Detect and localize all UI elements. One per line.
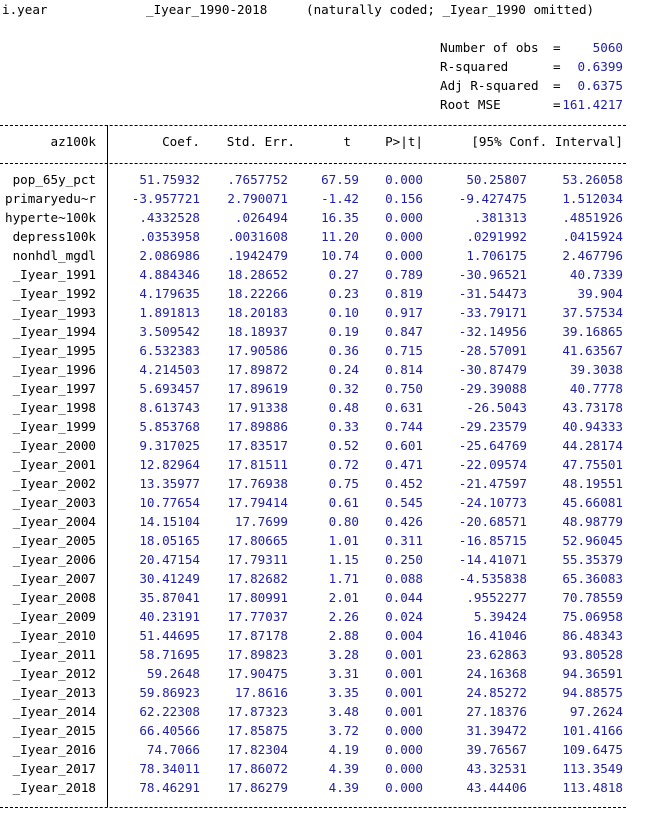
cell-coef: .0353958 [139, 229, 200, 244]
xi-prefix: i.year [2, 2, 48, 17]
row-varname: _Iyear_1992 [12, 286, 96, 301]
row-varname: _Iyear_2014 [12, 704, 96, 719]
cell-t: 0.10 [328, 305, 359, 320]
cell-p: 0.000 [385, 210, 423, 225]
cell-p: 0.156 [385, 191, 423, 206]
cell-p: 0.004 [385, 628, 423, 643]
cell-ci-low: .381313 [473, 210, 527, 225]
cell-stderr: 17.89823 [227, 647, 288, 662]
stat-value: 0.6399 [577, 59, 623, 74]
cell-p: 0.750 [385, 381, 423, 396]
cell-stderr: 17.87178 [227, 628, 288, 643]
cell-coef: 1.891813 [139, 305, 200, 320]
cell-coef: 13.35977 [139, 476, 200, 491]
cell-t: 0.36 [328, 343, 359, 358]
cell-p: 0.452 [385, 476, 423, 491]
cell-ci-high: 47.75501 [562, 457, 623, 472]
cell-coef: 78.34011 [139, 761, 200, 776]
cell-ci-low: 27.18376 [466, 704, 527, 719]
stat-value: 5060 [592, 40, 623, 55]
cell-stderr: 17.86072 [227, 761, 288, 776]
cell-stderr: 17.81511 [227, 457, 288, 472]
cell-t: 10.74 [321, 248, 359, 263]
cell-coef: 3.509542 [139, 324, 200, 339]
cell-p: 0.000 [385, 229, 423, 244]
cell-p: 0.601 [385, 438, 423, 453]
cell-ci-low: .9552277 [466, 590, 527, 605]
cell-stderr: 18.20183 [227, 305, 288, 320]
cell-p: 0.000 [385, 723, 423, 738]
stat-value: 161.4217 [562, 97, 623, 112]
cell-stderr: 17.7699 [234, 514, 288, 529]
cell-ci-low: 43.32531 [466, 761, 527, 776]
cell-t: 3.28 [328, 647, 359, 662]
cell-p: 0.311 [385, 533, 423, 548]
cell-ci-low: -31.54473 [458, 286, 527, 301]
cell-t: 3.72 [328, 723, 359, 738]
row-varname: _Iyear_1993 [12, 305, 96, 320]
cell-ci-low: 31.39472 [466, 723, 527, 738]
cell-stderr: 17.80991 [227, 590, 288, 605]
cell-stderr: 17.89619 [227, 381, 288, 396]
cell-ci-high: 37.57534 [562, 305, 623, 320]
cell-ci-low: 5.39424 [473, 609, 527, 624]
row-varname: hyperte~100k [5, 210, 96, 225]
col-coef: Coef. [162, 134, 200, 149]
cell-t: 3.31 [328, 666, 359, 681]
cell-t: -1.42 [321, 191, 359, 206]
cell-coef: 66.40566 [139, 723, 200, 738]
cell-ci-low: 50.25807 [466, 172, 527, 187]
row-varname: _Iyear_2008 [12, 590, 96, 605]
cell-stderr: 2.790071 [227, 191, 288, 206]
row-varname: _Iyear_2005 [12, 533, 96, 548]
cell-coef: 9.317025 [139, 438, 200, 453]
row-varname: _Iyear_2017 [12, 761, 96, 776]
cell-p: 0.250 [385, 552, 423, 567]
cell-ci-low: 24.85272 [466, 685, 527, 700]
cell-t: 0.80 [328, 514, 359, 529]
cell-t: 0.23 [328, 286, 359, 301]
cell-p: 0.744 [385, 419, 423, 434]
cell-p: 0.545 [385, 495, 423, 510]
xi-expansion: _Iyear_1990-2018 [146, 2, 268, 17]
cell-stderr: 18.22266 [227, 286, 288, 301]
row-varname: _Iyear_1994 [12, 324, 96, 339]
cell-ci-high: 40.7778 [569, 381, 623, 396]
cell-ci-high: 109.6475 [562, 742, 623, 757]
cell-t: 0.72 [328, 457, 359, 472]
cell-p: 0.631 [385, 400, 423, 415]
cell-ci-high: 75.06958 [562, 609, 623, 624]
cell-ci-low: 1.706175 [466, 248, 527, 263]
table-divider [107, 125, 108, 807]
cell-p: 0.001 [385, 647, 423, 662]
cell-p: 0.471 [385, 457, 423, 472]
cell-p: 0.789 [385, 267, 423, 282]
cell-coef: 51.75932 [139, 172, 200, 187]
cell-ci-high: 94.88575 [562, 685, 623, 700]
cell-p: 0.000 [385, 780, 423, 795]
cell-stderr: 17.89872 [227, 362, 288, 377]
cell-stderr: 17.76938 [227, 476, 288, 491]
cell-coef: .4332528 [139, 210, 200, 225]
cell-coef: 59.86923 [139, 685, 200, 700]
cell-coef: 58.71695 [139, 647, 200, 662]
cell-stderr: 17.90475 [227, 666, 288, 681]
cell-p: 0.814 [385, 362, 423, 377]
cell-ci-low: -29.39088 [458, 381, 527, 396]
cell-p: 0.000 [385, 742, 423, 757]
depvar-label: az100k [50, 134, 96, 149]
cell-t: 4.19 [328, 742, 359, 757]
row-varname: _Iyear_2011 [12, 647, 96, 662]
cell-coef: 62.22308 [139, 704, 200, 719]
stat-equals: = [553, 78, 561, 93]
cell-ci-low: -32.14956 [458, 324, 527, 339]
cell-ci-low: -30.96521 [458, 267, 527, 282]
cell-p: 0.001 [385, 704, 423, 719]
cell-p: 0.715 [385, 343, 423, 358]
cell-ci-low: -21.47597 [458, 476, 527, 491]
xi-note: (naturally coded; _Iyear_1990 omitted) [306, 2, 595, 17]
cell-p: 0.426 [385, 514, 423, 529]
cell-coef: 40.23191 [139, 609, 200, 624]
cell-coef: 4.884346 [139, 267, 200, 282]
cell-stderr: 17.91338 [227, 400, 288, 415]
cell-t: 0.33 [328, 419, 359, 434]
table-bottom-rule [0, 807, 626, 808]
cell-t: 2.26 [328, 609, 359, 624]
cell-stderr: 17.79414 [227, 495, 288, 510]
cell-p: 0.000 [385, 248, 423, 263]
cell-coef: 35.87041 [139, 590, 200, 605]
cell-coef: 5.693457 [139, 381, 200, 396]
cell-t: 3.48 [328, 704, 359, 719]
row-varname: _Iyear_1996 [12, 362, 96, 377]
cell-stderr: .7657752 [227, 172, 288, 187]
table-top-rule [0, 125, 626, 126]
cell-stderr: 17.86279 [227, 780, 288, 795]
cell-stderr: 17.90586 [227, 343, 288, 358]
cell-ci-low: 23.62863 [466, 647, 527, 662]
row-varname: _Iyear_2002 [12, 476, 96, 491]
cell-ci-low: -14.41071 [458, 552, 527, 567]
cell-ci-low: .0291992 [466, 229, 527, 244]
cell-ci-high: 101.4166 [562, 723, 623, 738]
row-varname: _Iyear_1995 [12, 343, 96, 358]
stat-label: Number of obs [440, 40, 539, 55]
cell-coef: 5.853768 [139, 419, 200, 434]
cell-p: 0.847 [385, 324, 423, 339]
cell-t: 1.15 [328, 552, 359, 567]
cell-ci-high: 39.3038 [569, 362, 623, 377]
cell-t: 0.24 [328, 362, 359, 377]
cell-ci-high: 2.467796 [562, 248, 623, 263]
cell-stderr: 17.85875 [227, 723, 288, 738]
cell-stderr: 17.82304 [227, 742, 288, 757]
cell-t: 0.48 [328, 400, 359, 415]
cell-t: 11.20 [321, 229, 359, 244]
cell-ci-low: -26.5043 [466, 400, 527, 415]
cell-t: 0.19 [328, 324, 359, 339]
cell-stderr: .1942479 [227, 248, 288, 263]
cell-ci-high: 94.36591 [562, 666, 623, 681]
cell-coef: 4.214503 [139, 362, 200, 377]
cell-coef: -3.957721 [131, 191, 200, 206]
cell-coef: 78.46291 [139, 780, 200, 795]
row-varname: _Iyear_2015 [12, 723, 96, 738]
cell-coef: 10.77654 [139, 495, 200, 510]
row-varname: pop_65y_pct [12, 172, 96, 187]
row-varname: _Iyear_2001 [12, 457, 96, 472]
row-varname: primaryedu~r [5, 191, 96, 206]
cell-ci-high: .4851926 [562, 210, 623, 225]
cell-ci-high: 93.80528 [562, 647, 623, 662]
cell-p: 0.088 [385, 571, 423, 586]
cell-coef: 14.15104 [139, 514, 200, 529]
stat-equals: = [553, 40, 561, 55]
cell-p: 0.000 [385, 761, 423, 776]
cell-ci-low: -25.64769 [458, 438, 527, 453]
row-varname: _Iyear_2000 [12, 438, 96, 453]
row-varname: _Iyear_1999 [12, 419, 96, 434]
cell-stderr: 18.18937 [227, 324, 288, 339]
cell-p: 0.001 [385, 685, 423, 700]
cell-coef: 59.2648 [146, 666, 200, 681]
cell-t: 0.61 [328, 495, 359, 510]
col-ci: [95% Conf. Interval] [471, 134, 623, 149]
row-varname: _Iyear_2007 [12, 571, 96, 586]
cell-t: 1.01 [328, 533, 359, 548]
cell-ci-high: 39.16865 [562, 324, 623, 339]
cell-t: 0.27 [328, 267, 359, 282]
cell-ci-high: 52.96045 [562, 533, 623, 548]
cell-ci-low: -33.79171 [458, 305, 527, 320]
cell-ci-low: -9.427475 [458, 191, 527, 206]
row-varname: _Iyear_1991 [12, 267, 96, 282]
cell-ci-low: 16.41046 [466, 628, 527, 643]
cell-t: 0.75 [328, 476, 359, 491]
cell-ci-high: 44.28174 [562, 438, 623, 453]
stat-equals: = [553, 59, 561, 74]
cell-stderr: .0031608 [227, 229, 288, 244]
cell-stderr: 18.28652 [227, 267, 288, 282]
row-varname: _Iyear_2003 [12, 495, 96, 510]
row-varname: _Iyear_2016 [12, 742, 96, 757]
cell-stderr: 17.82682 [227, 571, 288, 586]
cell-ci-low: -24.10773 [458, 495, 527, 510]
row-varname: _Iyear_2010 [12, 628, 96, 643]
cell-ci-high: 53.26058 [562, 172, 623, 187]
cell-p: 0.024 [385, 609, 423, 624]
col-t: t [343, 134, 351, 149]
stat-label: Adj R-squared [440, 78, 539, 93]
cell-stderr: 17.8616 [234, 685, 288, 700]
cell-coef: 30.41249 [139, 571, 200, 586]
cell-t: 67.59 [321, 172, 359, 187]
stat-value: 0.6375 [577, 78, 623, 93]
cell-t: 4.39 [328, 761, 359, 776]
cell-ci-high: 41.63567 [562, 343, 623, 358]
cell-ci-high: 113.4818 [562, 780, 623, 795]
row-varname: _Iyear_1998 [12, 400, 96, 415]
col-p: P>|t| [385, 134, 423, 149]
cell-p: 0.819 [385, 286, 423, 301]
cell-coef: 74.7066 [146, 742, 200, 757]
cell-ci-high: 43.73178 [562, 400, 623, 415]
cell-t: 2.88 [328, 628, 359, 643]
cell-coef: 6.532383 [139, 343, 200, 358]
cell-coef: 20.47154 [139, 552, 200, 567]
cell-ci-high: 1.512034 [562, 191, 623, 206]
cell-ci-low: -4.535838 [458, 571, 527, 586]
cell-ci-high: 55.35379 [562, 552, 623, 567]
cell-ci-high: 113.3549 [562, 761, 623, 776]
cell-ci-high: .0415924 [562, 229, 623, 244]
cell-stderr: 17.77037 [227, 609, 288, 624]
cell-ci-low: -29.23579 [458, 419, 527, 434]
row-varname: _Iyear_1997 [12, 381, 96, 396]
cell-ci-high: 40.94333 [562, 419, 623, 434]
cell-t: 0.32 [328, 381, 359, 396]
cell-p: 0.044 [385, 590, 423, 605]
row-varname: _Iyear_2018 [12, 780, 96, 795]
cell-ci-high: 45.66081 [562, 495, 623, 510]
cell-p: 0.000 [385, 172, 423, 187]
row-varname: _Iyear_2006 [12, 552, 96, 567]
cell-ci-low: -30.87479 [458, 362, 527, 377]
cell-coef: 8.613743 [139, 400, 200, 415]
row-varname: _Iyear_2013 [12, 685, 96, 700]
cell-ci-low: -16.85715 [458, 533, 527, 548]
row-varname: nonhdl_mgdl [12, 248, 96, 263]
cell-stderr: .026494 [234, 210, 288, 225]
row-varname: _Iyear_2004 [12, 514, 96, 529]
stat-label: R-squared [440, 59, 509, 74]
table-header-rule [0, 163, 626, 164]
cell-coef: 51.44695 [139, 628, 200, 643]
stat-equals: = [553, 97, 561, 112]
cell-ci-high: 70.78559 [562, 590, 623, 605]
cell-t: 0.52 [328, 438, 359, 453]
cell-p: 0.001 [385, 666, 423, 681]
cell-ci-low: 43.44406 [466, 780, 527, 795]
cell-ci-high: 97.2624 [569, 704, 623, 719]
cell-t: 2.01 [328, 590, 359, 605]
cell-ci-low: -20.68571 [458, 514, 527, 529]
cell-ci-low: -22.09574 [458, 457, 527, 472]
cell-t: 16.35 [321, 210, 359, 225]
cell-ci-high: 40.7339 [569, 267, 623, 282]
cell-t: 3.35 [328, 685, 359, 700]
cell-stderr: 17.89886 [227, 419, 288, 434]
cell-ci-high: 86.48343 [562, 628, 623, 643]
cell-stderr: 17.80665 [227, 533, 288, 548]
cell-ci-high: 48.19551 [562, 476, 623, 491]
cell-ci-low: 24.16368 [466, 666, 527, 681]
cell-ci-low: -28.57091 [458, 343, 527, 358]
cell-stderr: 17.87323 [227, 704, 288, 719]
cell-coef: 12.82964 [139, 457, 200, 472]
col-stderr: Std. Err. [226, 134, 295, 149]
cell-ci-high: 65.36083 [562, 571, 623, 586]
cell-stderr: 17.83517 [227, 438, 288, 453]
cell-coef: 4.179635 [139, 286, 200, 301]
cell-ci-low: 39.76567 [466, 742, 527, 757]
cell-coef: 18.05165 [139, 533, 200, 548]
cell-coef: 2.086986 [139, 248, 200, 263]
cell-stderr: 17.79311 [227, 552, 288, 567]
cell-t: 4.39 [328, 780, 359, 795]
cell-ci-high: 48.98779 [562, 514, 623, 529]
row-varname: _Iyear_2009 [12, 609, 96, 624]
cell-p: 0.917 [385, 305, 423, 320]
cell-ci-high: 39.904 [577, 286, 623, 301]
row-varname: depress100k [12, 229, 96, 244]
row-varname: _Iyear_2012 [12, 666, 96, 681]
cell-t: 1.71 [328, 571, 359, 586]
stat-label: Root MSE [440, 97, 501, 112]
